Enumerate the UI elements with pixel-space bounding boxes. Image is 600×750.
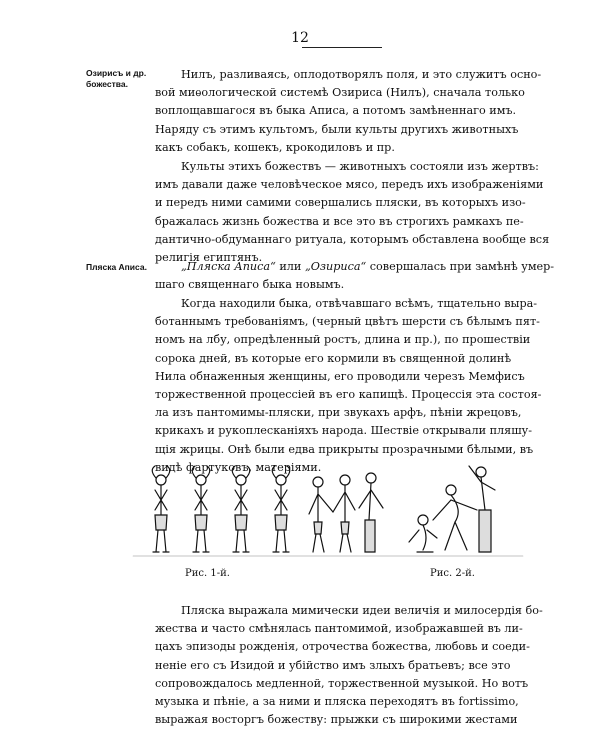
priestess-figure xyxy=(232,466,250,552)
text-line xyxy=(155,258,555,276)
text-line: шаго священнаго быка новымъ. xyxy=(155,278,345,292)
text-line: видѣ фартуковъ, матеріями. xyxy=(155,460,322,474)
dancer-figure xyxy=(359,473,383,552)
text-line: музыка и пѣніе, а за ними и пляска переходятъ въ fortissimo, xyxy=(155,695,519,709)
text-line: цахъ эпизоды рожденія, отрочества божества, любовь и соеди- xyxy=(155,640,530,654)
egyptian-dancers-illustration xyxy=(133,460,523,560)
text-line: какъ собакъ, кошекъ, крокодиловъ и пр. xyxy=(155,140,395,154)
page-number: 12 xyxy=(291,30,309,46)
paragraph-procession xyxy=(155,295,542,477)
text-line: Пляска выражала мимически идеи величія и милосердія бо- xyxy=(181,604,543,617)
dance-title-apis: „Пляска Аписа“ xyxy=(181,260,276,273)
text-line: щія жрицы. Онѣ были едва прикрыты прозрачными бѣлыми, въ xyxy=(155,442,534,456)
text-line: ла изъ пантомимы-пляски, при звукахъ арфъ, пѣніи жрецовъ, xyxy=(155,406,522,420)
text-line: религія египтянъ. xyxy=(155,251,263,265)
margin-note-osiris: Озирисъ и др. божества. xyxy=(86,68,147,89)
text-line: крикахъ и рукоплесканіяхъ народа. Шествіе открывали пляшу- xyxy=(155,424,532,438)
text-line: сорока дней, въ которые его кормили въ священной долинѣ xyxy=(155,351,512,365)
text-line: жества и часто смѣнялась пантомимой, изображавшей въ ли- xyxy=(155,622,523,636)
text-line: имъ давали даже человѣческое мясо, передъ ихъ изображеніями xyxy=(155,178,544,192)
text-line: бражалась жизнь божества и все это въ строгихъ рамкахъ пе- xyxy=(155,214,524,228)
text-line: воплощавшагося въ быка Аписа, а потомъ замѣненнаго имъ. xyxy=(155,104,517,118)
text-line: ботаннымъ требованіямъ, (черный цвѣтъ шерсти съ бѣлымъ пят- xyxy=(155,315,540,329)
text-line: сопровождалось медленной, торжественной музыкой. Но вотъ xyxy=(155,676,529,690)
text-line: выражая восторгъ божеству: прыжки съ широкими жестами xyxy=(155,713,518,727)
acrobat-figure xyxy=(433,485,477,550)
text-line: вой миѳологической системѣ Озириса (Нилъ), сначала только xyxy=(155,86,525,100)
dancer-figure xyxy=(309,477,333,552)
text-line: Нилъ, разливаясь, оплодотворялъ поля, и это служитъ осно- xyxy=(181,68,542,81)
priestess-figure xyxy=(152,466,170,552)
paragraph-nile xyxy=(155,66,542,157)
text-line: Наряду съ этимъ культомъ, были культы другихъ животныхъ xyxy=(155,122,519,136)
text-line: номъ на лбу, опредѣленный ростъ, длина и пр.), по прошествіи xyxy=(155,333,531,347)
text-line: Культы этихъ божествъ — животныхъ состояли изъ жертвъ: xyxy=(181,160,539,173)
figure-caption-1: Рис. 1-й. xyxy=(185,568,230,579)
dance-title-osiris: „Озириса“ xyxy=(304,260,367,273)
text-joiner: или xyxy=(275,260,305,273)
text-line: торжественной процессіей въ его капищѣ. Процессія эта состоя- xyxy=(155,388,542,402)
paragraph-apis-dance xyxy=(155,258,555,294)
figure-caption-2: Рис. 2-й. xyxy=(430,568,475,579)
header-rule xyxy=(302,47,382,48)
text-line: Когда находили быка, отвѣчавшаго всѣмъ, тщательно выра- xyxy=(181,297,538,310)
text-line: дантично-обдуманнаго ритуала, которымъ обставлена вообще вся xyxy=(155,232,550,246)
text-line: Нила обнаженныя женщины, его проводили черезъ Мемфисъ xyxy=(155,369,525,383)
paragraph-mimic-dance xyxy=(155,602,543,729)
text-line: неніе его съ Изидой и убійство имъ злыхъ братьевъ; все это xyxy=(155,658,511,672)
text-line: и передъ ними самими совершались пляски, въ которыхъ изо- xyxy=(155,196,526,210)
priestess-figure xyxy=(272,466,290,552)
text-rest: совершалась при замѣнѣ умер- xyxy=(366,260,555,273)
priestess-figure xyxy=(192,466,210,552)
margin-note-apis: Пляска Аписа. xyxy=(86,262,147,272)
dancer-figure xyxy=(333,475,355,552)
